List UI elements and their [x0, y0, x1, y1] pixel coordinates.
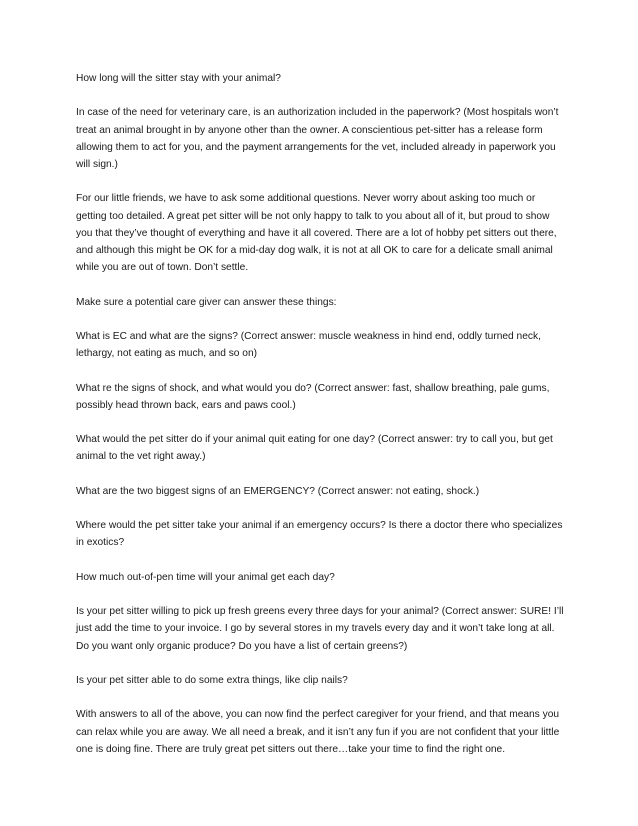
paragraph-out-of-pen-time: How much out-of-pen time will your animal get each day?: [76, 571, 335, 583]
paragraph-emergency-signs: What are the two biggest signs of an EMERGENCY? (Correct answer: not eating, shock.): [76, 485, 480, 497]
paragraph-sitter-stay: How long will the sitter stay with your animal?: [76, 73, 281, 84]
paragraph-shock-signs: What re the signs of shock, and what would you do? (Correct answer: fast, shallow breathing, pale gums, possibly head thrown back, ears and paws cool.): [76, 382, 550, 411]
paragraph-extra-things: Is your pet sitter able to do some extra things, like clip nails?: [76, 674, 348, 686]
paragraph-emergency-doctor: Where would the pet sitter take your animal if an emergency occurs? Is there a doctor there who specializes in exotics?: [76, 520, 563, 549]
paragraph-small-friends: For our little friends, we have to ask some additional questions. Never worry about asking too much or getting too detailed. A great pet sitter will be not only happy to talk to you about all of it, but proud to show you that they’ve thought of everything and have it all covered. There are a lot of hobby pet sitters out there, and although this might be OK for a mid-day dog walk, it is not at all OK to care for a delicate small animal while you are out of town. Don’t settle.: [76, 193, 557, 274]
paragraph-conclusion: With answers to all of the above, you can now find the perfect caregiver for your friend, and that means you can relax while you are away. We all need a break, and it isn’t any fun if you are not confident that your little one is doing fine. There are truly great pet sitters out there…take your time to find the right one.: [76, 709, 560, 755]
paragraph-veterinary-authorization: In case of the need for veterinary care, is an authorization included in the paperwork? (Most hospitals won’t treat an animal brought in by anyone other than the owner. A conscientious pet-sitter has a release form allowing them to act for you, and the payment arrangements for the vet, included already in paperwork you will sign.): [76, 107, 559, 170]
document-body: [76, 70, 566, 758]
paragraph-quit-eating: What would the pet sitter do if your animal quit eating for one day? (Correct answer: try to call you, but get animal to the vet right away.): [76, 434, 553, 463]
paragraph-ec-signs: What is EC and what are the signs? (Correct answer: muscle weakness in hind end, oddly turned neck, lethargy, not eating as much, and so on): [76, 330, 541, 360]
paragraph-fresh-greens: Is your pet sitter willing to pick up fresh greens every three days for your animal? (Correct answer: SURE! I’ll just add the time to your invoice. I go by several stores in my travels every day and it won’t take long at all. Do you want only organic produce? Do you have a list of certain greens?): [76, 606, 564, 652]
paragraph-care-giver-questions: Make sure a potential care giver can answer these things:: [76, 296, 337, 308]
